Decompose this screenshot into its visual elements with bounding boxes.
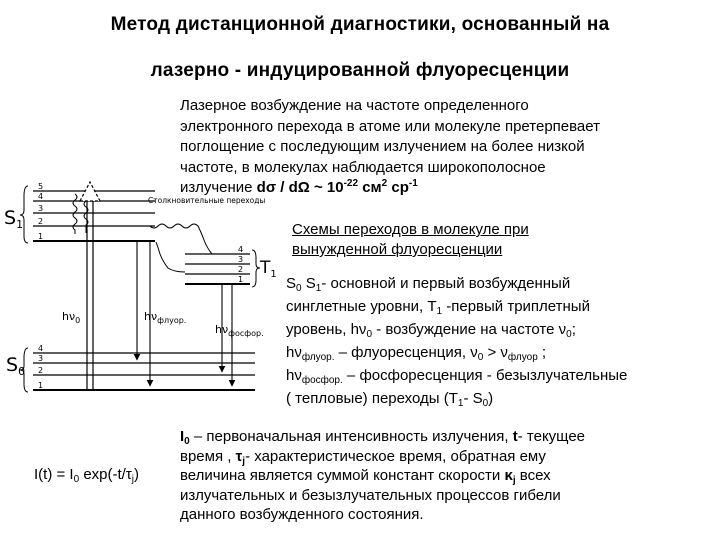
hv-fluor-label: $h\nu_{флуор.}$ [144, 310, 187, 325]
hv0-label: $h\nu_0$ [62, 310, 81, 325]
bottom-line: $I_0$ – первоначальная интенсивность излучения, t- текущее [180, 428, 586, 447]
level-number: 4 [38, 344, 44, 353]
collision-label: Столкновительные переходы [148, 196, 266, 205]
legend-line: $h\nu_{фосфор.}$ – фосфоресценция - безызлучательные [286, 367, 628, 386]
schemes-caption [292, 220, 592, 260]
bottom-paragraph [180, 427, 715, 525]
bottom-line: данного возбужденного состояния. [180, 506, 424, 523]
level-number: 3 [238, 255, 244, 264]
legend-line: $h\nu_{флуор.}$ – флуоресценция, $\nu_0 > \nu_{флуор}$ ; [286, 344, 547, 363]
bottom-line: величина является суммой констант скорости $\kappa_j$ всех [180, 467, 551, 486]
hv-phosph-label: $h\nu_{фосфор.}$ [215, 323, 264, 338]
schemes-line: Схемы переходов в молекуле при [292, 221, 529, 238]
legend-line: $S_0$ $S_1-$ основной и первый возбужденный [286, 275, 571, 294]
jablonski-diagram [0, 170, 290, 420]
decay-formula: $I(t) = I_0$ $\exp(-t/\tau_j)$ [34, 466, 139, 485]
s1-label: $S_1$ [4, 207, 24, 231]
level-number: 4 [38, 192, 44, 201]
level-number: 2 [38, 217, 44, 226]
bottom-line: время , $\tau_j-$ характеристическое время, обратная ему [180, 447, 546, 467]
level-number: 2 [238, 265, 244, 274]
level-number: 1 [238, 275, 244, 284]
intro-line: Лазерное возбуждение на частоте определенного [180, 97, 529, 114]
intro-line: излучение dσ / dΩ ~ $10^{-22}$ $см^2$ $ср^{-1}$ [180, 178, 418, 196]
schemes-line: вынужденной флуоресценции [292, 241, 503, 258]
bottom-line: излучательных и безызлучательных процессов гибели [180, 486, 561, 504]
intro-line: частоте, в молекулах наблюдается широкополосное [180, 158, 546, 176]
level-number: 4 [238, 245, 244, 254]
t1-level-numbers [238, 245, 243, 284]
legend-line: синглетные уровни, $T_1$ -первый триплетный [286, 298, 590, 317]
title-line-2: лазерно - индуцированной флуоресценции [150, 60, 570, 81]
legend-line: уровень, $h\nu_0$ - возбуждение на частоте $\nu_0$; [286, 321, 576, 340]
level-number: 3 [38, 354, 44, 363]
legend-line: ( тепловые) переходы ($T_1-$ $S_0$) [286, 390, 494, 409]
legend-paragraph [286, 272, 716, 410]
t1-label: $T_1$ [260, 258, 277, 280]
level-number: 1 [38, 381, 44, 390]
cross-section-formula: dσ / dΩ ~ $10^{-22}$ $см^2$ $ср^{-1}$ [256, 178, 418, 196]
s0-label: $S_0$ [6, 354, 26, 378]
s1-level-numbers [38, 182, 43, 241]
title-line-1: Метод дистанционной диагностики, основанный на [110, 14, 610, 35]
intro-line: поглощение с последующим излучением на более низкой [180, 138, 585, 155]
s0-level-numbers [38, 344, 43, 390]
level-number: 1 [38, 232, 44, 241]
level-number: 2 [38, 366, 44, 375]
level-number: 5 [38, 182, 44, 191]
level-number: 3 [38, 204, 44, 213]
intro-line: электронного перехода в атоме или молекуле претерпевает [180, 117, 600, 135]
